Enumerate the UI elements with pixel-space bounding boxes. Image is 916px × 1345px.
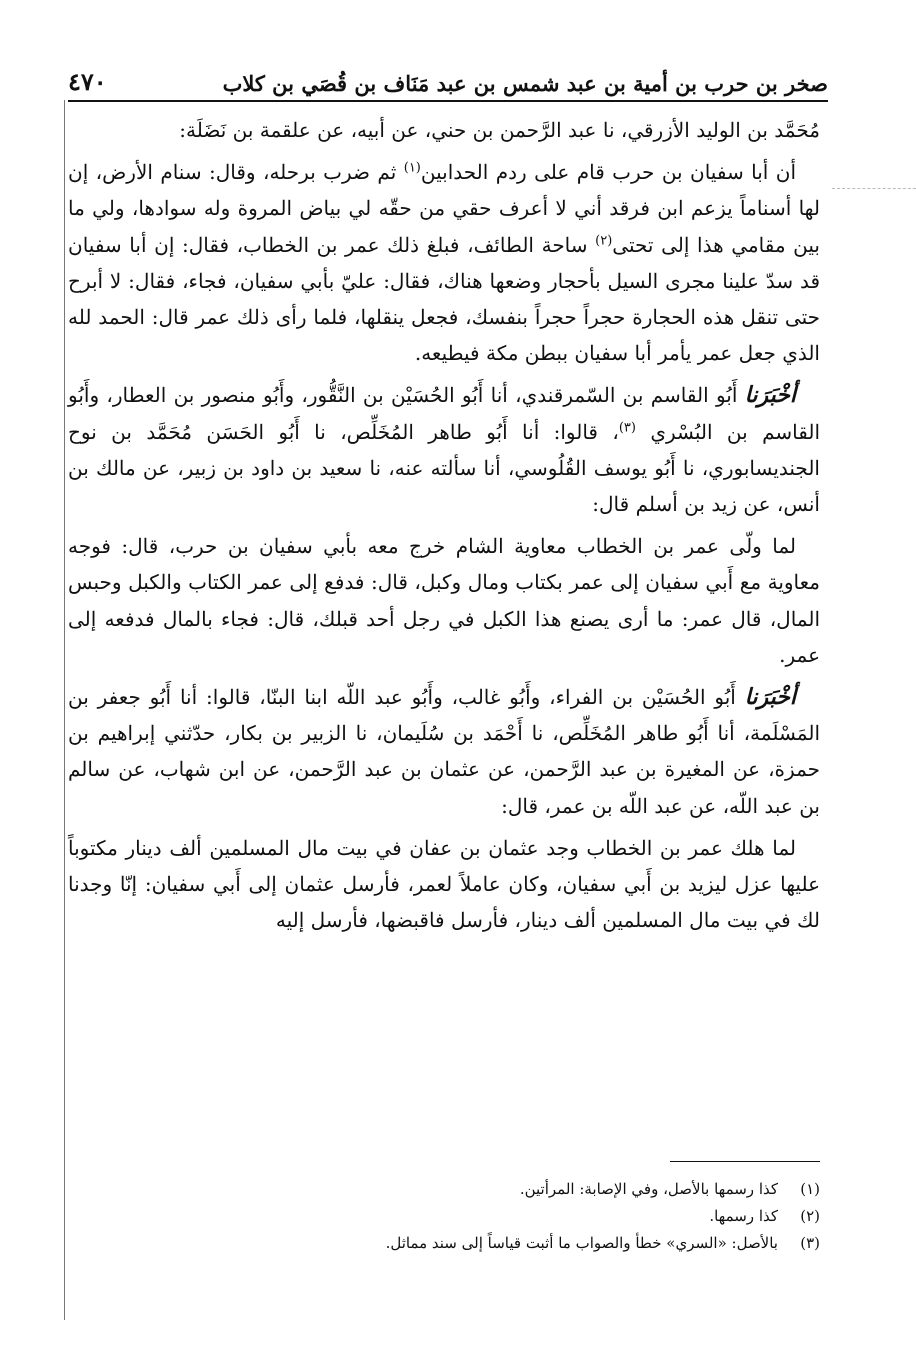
- paragraph-text: لما ولّى عمر بن الخطاب معاوية الشام خرج معه بأبي سفيان بن حرب، قال: فوجه معاوية مع أَبي سفيان إلى عمر بكتاب ومال وكبل، قال: فدفع إلى عمر الكتاب والكبل وحبس المال، قال عمر: ما أرى يصنع هذا الكبل في رجل أحد قبلك، قال: فجاء بالمال فدفعه إلى عمر.: [68, 534, 820, 667]
- footnote-text: كذا رسمها.: [709, 1207, 778, 1225]
- paragraph-text: أَبُو القاسم بن السّمرقندي، أنا أَبُو الحُسَيْن بن النَّقُّور، وأَبُو منصور بن العطار، وأَبُو القاسم بن البُسْري: [68, 383, 821, 444]
- paragraph-1: [68, 112, 820, 148]
- page-number: ٤٧٠: [68, 67, 107, 96]
- paragraph-6: [68, 830, 820, 939]
- paragraph-2: [68, 154, 820, 371]
- body-text: [68, 112, 820, 944]
- margin-dash-marks: [832, 188, 916, 191]
- margin-rule: [64, 100, 65, 1320]
- paragraph-4: [68, 528, 820, 673]
- footnote-ref-3[interactable]: (٣): [618, 419, 636, 435]
- paragraph-text: أَبُو الحُسَيْن بن الفراء، وأَبُو غالب، وأَبُو عبد اللّه ابنا البنّا، قالوا: أنا أَبُو جعفر بن المَسْلَمة، أنا أَبُو طاهر المُخَلِّص، نا أَحْمَد بن سُلَيمان، نا الزبير بن بكار، حدّثني إبراهيم بن حمزة، عن المغيرة بن عبد الرَّحمن، عن عثمان بن عبد الرَّحمن، عن ابن شهاب، عن سالم بن عبد اللّه، عن عبد اللّه بن عمر، قال:: [68, 685, 820, 818]
- footnote-ref-2[interactable]: (٢): [595, 232, 613, 248]
- paragraph-text: مُحَمَّد بن الوليد الأزرقي، نا عبد الرَّحمن بن حني، عن أبيه، عن علقمة بن نَضَلَة:: [179, 118, 820, 142]
- footnote-number: (٣): [800, 1234, 820, 1252]
- footnote-number: (١): [800, 1180, 820, 1198]
- paragraph-text: لما هلك عمر بن الخطاب وجد عثمان بن عفان في بيت مال المسلمين ألف دينار مكتوباً عليها عزل ليزيد بن أَبي سفيان، وكان عاملاً لعمر، فأرسل عثمان إلى أَبي سفيان: إنّا وجدنا لك في بيت مال المسلمين ألف دينار، فأرسل فاقبضها، فأرسل إليه: [68, 835, 820, 933]
- footnote-3: [300, 1230, 820, 1257]
- paragraph-text: أن أبا سفيان بن حرب قام على ردم الحدابين: [420, 160, 796, 185]
- running-title: صخر بن حرب بن أمية بن عبد شمس بن عبد مَنَاف بن قُصَي بن كلاب: [222, 71, 828, 96]
- footnote-ref-1[interactable]: (١): [403, 160, 421, 176]
- footnote-separator: [670, 1161, 820, 1162]
- footnote-1: [300, 1176, 820, 1203]
- paragraph-3: [68, 377, 820, 522]
- isnad-lead: أخْبَرَنا: [744, 382, 796, 409]
- paragraph-text: ثم ضرب برحله، وقال: سنام الأرض، إن لها أسناماً يزعم ابن فرقد أني لا أعرف حقي من حقّه لي بياض المروة وله سوادها، ولي ما بين مقامي هذا إلى تحتى: [68, 160, 820, 257]
- isnad-lead: أخْبَرَنا: [744, 684, 796, 711]
- footnote-text: كذا رسمها بالأصل، وفي الإصابة: المرأتين.: [519, 1180, 778, 1198]
- footnote-2: [300, 1203, 820, 1230]
- footnote-number: (٢): [800, 1207, 820, 1225]
- footnote-text: بالأصل: «السري» خطأ والصواب ما أثبت قياساً إلى سند مماثل.: [385, 1234, 778, 1252]
- paragraph-text: ، قالوا: أنا أَبُو طاهر المُخَلِّص، نا أَبُو الحَسَن مُحَمَّد بن نوح الجنديسابوري، نا أَبُو يوسف القُلُوسي، أنا سألته عنه، نا سعيد بن داود بن زبير، عن مالك بن أنس، عن زيد بن أسلم قال:: [68, 419, 820, 517]
- page-header: [68, 60, 828, 102]
- paragraph-5: [68, 679, 820, 824]
- footnotes: [300, 1176, 820, 1257]
- paragraph-text: ساحة الطائف، فبلغ ذلك عمر بن الخطاب، فقال: إن أبا سفيان قد سدّ علينا مجرى السيل بأحجار وضعها هناك، فقال: عليّ بأبي سفيان، فجاء، فقال: لا أبرح حتى تنقل هذه الحجارة حجراً حجراً بنفسك، فجعل ينقلها، فلما رأى ذلك عمر قال: الحمد لله الذي جعل عمر يأمر أبا سفيان ببطن مكة فيطيعه.: [68, 232, 821, 366]
